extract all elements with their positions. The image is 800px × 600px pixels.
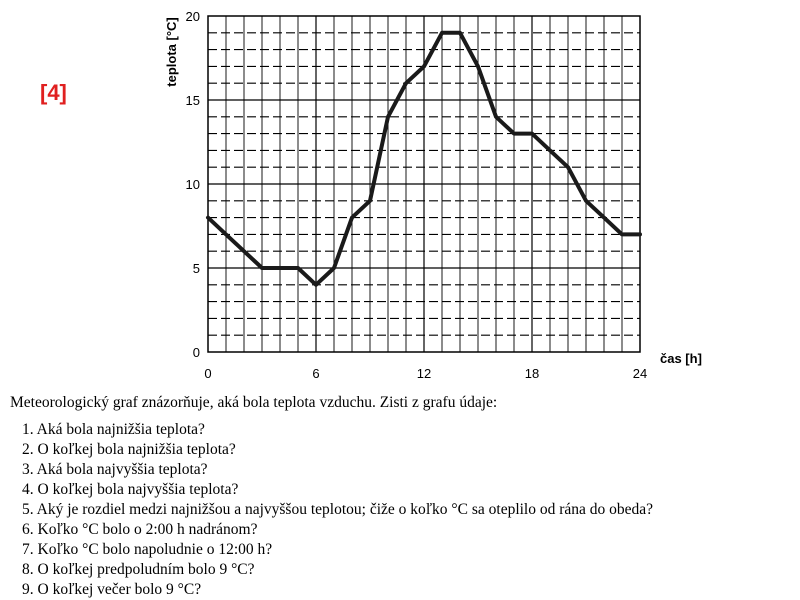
y-tick-label: 15	[185, 93, 200, 108]
question-item: 8. O koľkej predpoludním bolo 9 °C?	[22, 561, 255, 578]
question-item: 6. Koľko °C bolo o 2:00 h nadránom?	[22, 521, 258, 538]
y-tick-label: 0	[192, 345, 200, 360]
x-tick-label: 0	[204, 366, 212, 381]
y-tick-label: 5	[192, 261, 200, 276]
question-item: 3. Aká bola najvyššia teplota?	[22, 461, 208, 478]
y-tick-label: 20	[185, 9, 200, 24]
question-item: 5. Aký je rozdiel medzi najnižšou a najvyššou teplotou; čiže o koľko °C sa oteplilo od rána do obeda?	[22, 501, 654, 518]
x-tick-label: 18	[524, 366, 540, 381]
exercise-number: [4]	[40, 80, 67, 105]
question-item: 2. O koľkej bola najnižšia teplota?	[22, 441, 236, 458]
x-tick-label: 24	[632, 366, 648, 381]
y-tick-label: 10	[185, 177, 200, 192]
y-tick-labels	[186, 9, 200, 360]
y-axis-label: teplota [°C]	[164, 17, 179, 87]
question-item: 9. O koľkej večer bolo 9 °C?	[22, 581, 202, 598]
x-tick-labels	[204, 366, 647, 381]
intro-text: Meteorologický graf znázorňuje, aká bola teplota vzduchu. Zisti z grafu údaje:	[10, 394, 498, 411]
x-tick-label: 12	[416, 366, 432, 381]
question-item: 7. Koľko °C bolo napoludnie o 12:00 h?	[22, 541, 273, 558]
x-axis-label: čas [h]	[660, 351, 702, 366]
question-item: 4. O koľkej bola najvyššia teplota?	[22, 481, 239, 498]
question-list	[22, 420, 653, 600]
question-item: 1. Aká bola najnižšia teplota?	[22, 421, 205, 438]
x-tick-label: 6	[312, 366, 320, 381]
